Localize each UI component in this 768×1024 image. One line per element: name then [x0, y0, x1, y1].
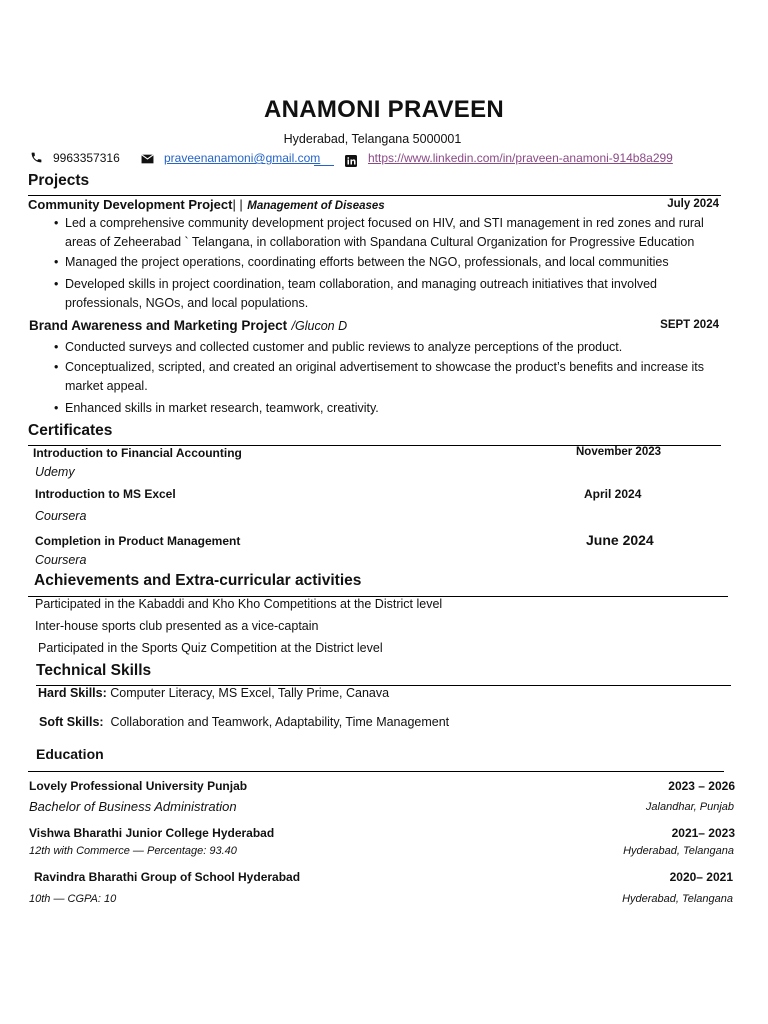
- list-item: Inter-house sports club presented as a vice-captain: [35, 619, 319, 633]
- project-subtitle: Management of Diseases: [247, 200, 385, 212]
- certificate-provider: Coursera: [35, 509, 87, 523]
- soft-skills-row: [39, 715, 449, 729]
- list-item: Participated in the Sports Quiz Competition at the District level: [38, 641, 383, 655]
- certificate-provider: Coursera: [35, 553, 87, 567]
- project-subtitle: /Glucon D: [291, 319, 348, 333]
- certificate-date: June 2024: [586, 532, 654, 548]
- education-degree: 10th — CGPA: 10: [29, 893, 117, 905]
- education-location: Jalandhar, Punjab: [645, 801, 734, 813]
- education-location: Hyderabad, Telangana: [622, 893, 733, 905]
- certificate-title: Completion in Product Management: [35, 534, 241, 548]
- education-years: 2021– 2023: [671, 826, 735, 840]
- hard-skills-value: Computer Literacy, MS Excel, Tally Prime, Canava: [110, 686, 390, 700]
- project-separator: | |: [232, 197, 243, 212]
- soft-skills-value: Collaboration and Teamwork, Adaptability, Time Management: [110, 715, 450, 729]
- project-date: SEPT 2024: [660, 319, 719, 331]
- email-icon: [141, 154, 154, 164]
- certificates-heading: Certificates: [28, 422, 113, 439]
- linkedin-link[interactable]: https://www.linkedin.com/in/praveen-anamoni-914b8a299: [368, 151, 673, 165]
- education-years: 2023 – 2026: [668, 779, 735, 793]
- list-item: • Enhanced skills in market research, teamwork, creativity.: [54, 401, 379, 415]
- education-school: Lovely Professional University Punjab: [29, 779, 248, 793]
- certificate-title: Introduction to Financial Accounting: [33, 446, 242, 460]
- achievements-heading: Achievements and Extra-curricular activities: [34, 572, 362, 589]
- certificate-title: Introduction to MS Excel: [35, 487, 176, 501]
- phone-icon: [30, 151, 43, 164]
- email-underline: [314, 165, 334, 166]
- certificate-date: November 2023: [576, 446, 662, 458]
- education-rule: [28, 771, 724, 772]
- project-title-row: [29, 317, 347, 335]
- list-item: Participated in the Kabaddi and Kho Kho Competitions at the District level: [35, 597, 443, 611]
- education-years: 2020– 2021: [669, 870, 733, 884]
- certificate-provider: Udemy: [35, 465, 75, 479]
- education-location: Hyderabad, Telangana: [623, 845, 734, 857]
- candidate-name: ANAMONI PRAVEEN: [263, 96, 505, 123]
- list-item: • Led a comprehensive community development project focused on HIV, and STI management in red zones and rural areas of Zeheerabad ` Telangana, in collaboration with Spandana Cultural Organization for Progressive Education: [54, 216, 704, 249]
- education-degree: Bachelor of Business Administration: [29, 799, 237, 814]
- hard-skills-label: Hard Skills:: [38, 686, 107, 700]
- list-item: • Developed skills in project coordination, team collaboration, and managing outreach initiatives that involved professionals, NGOs, and local populations.: [54, 277, 658, 310]
- list-item: • Conducted surveys and collected customer and public reviews to analyze perceptions of the product.: [54, 340, 623, 354]
- soft-skills-label: Soft Skills:: [39, 715, 104, 729]
- phone-number: 9963357316: [53, 151, 120, 165]
- education-school: Ravindra Bharathi Group of School Hyderabad: [34, 870, 301, 884]
- project-title-row: [28, 196, 385, 214]
- education-degree: 12th with Commerce — Percentage: 93.40: [29, 845, 237, 857]
- education-heading: Education: [36, 746, 104, 762]
- certificate-date: April 2024: [584, 487, 642, 501]
- list-item: • Managed the project operations, coordinating efforts between the NGO, professionals, and local communities: [54, 255, 669, 269]
- hard-skills-row: [38, 686, 389, 700]
- linkedin-icon: [345, 155, 357, 167]
- project-title: Brand Awareness and Marketing Project: [29, 318, 288, 333]
- list-item: • Conceptualized, scripted, and created an original advertisement to showcase the product’s benefits and increase its market appeal.: [54, 360, 705, 393]
- project-title: Community Development Project: [28, 197, 233, 212]
- email-link[interactable]: praveenanamoni@gmail.com: [164, 151, 321, 165]
- project-date: July 2024: [667, 198, 719, 210]
- education-school: Vishwa Bharathi Junior College Hyderabad: [29, 826, 275, 840]
- address: Hyderabad, Telangana 5000001: [283, 132, 462, 146]
- skills-heading: Technical Skills: [36, 662, 152, 679]
- projects-heading: Projects: [28, 172, 90, 189]
